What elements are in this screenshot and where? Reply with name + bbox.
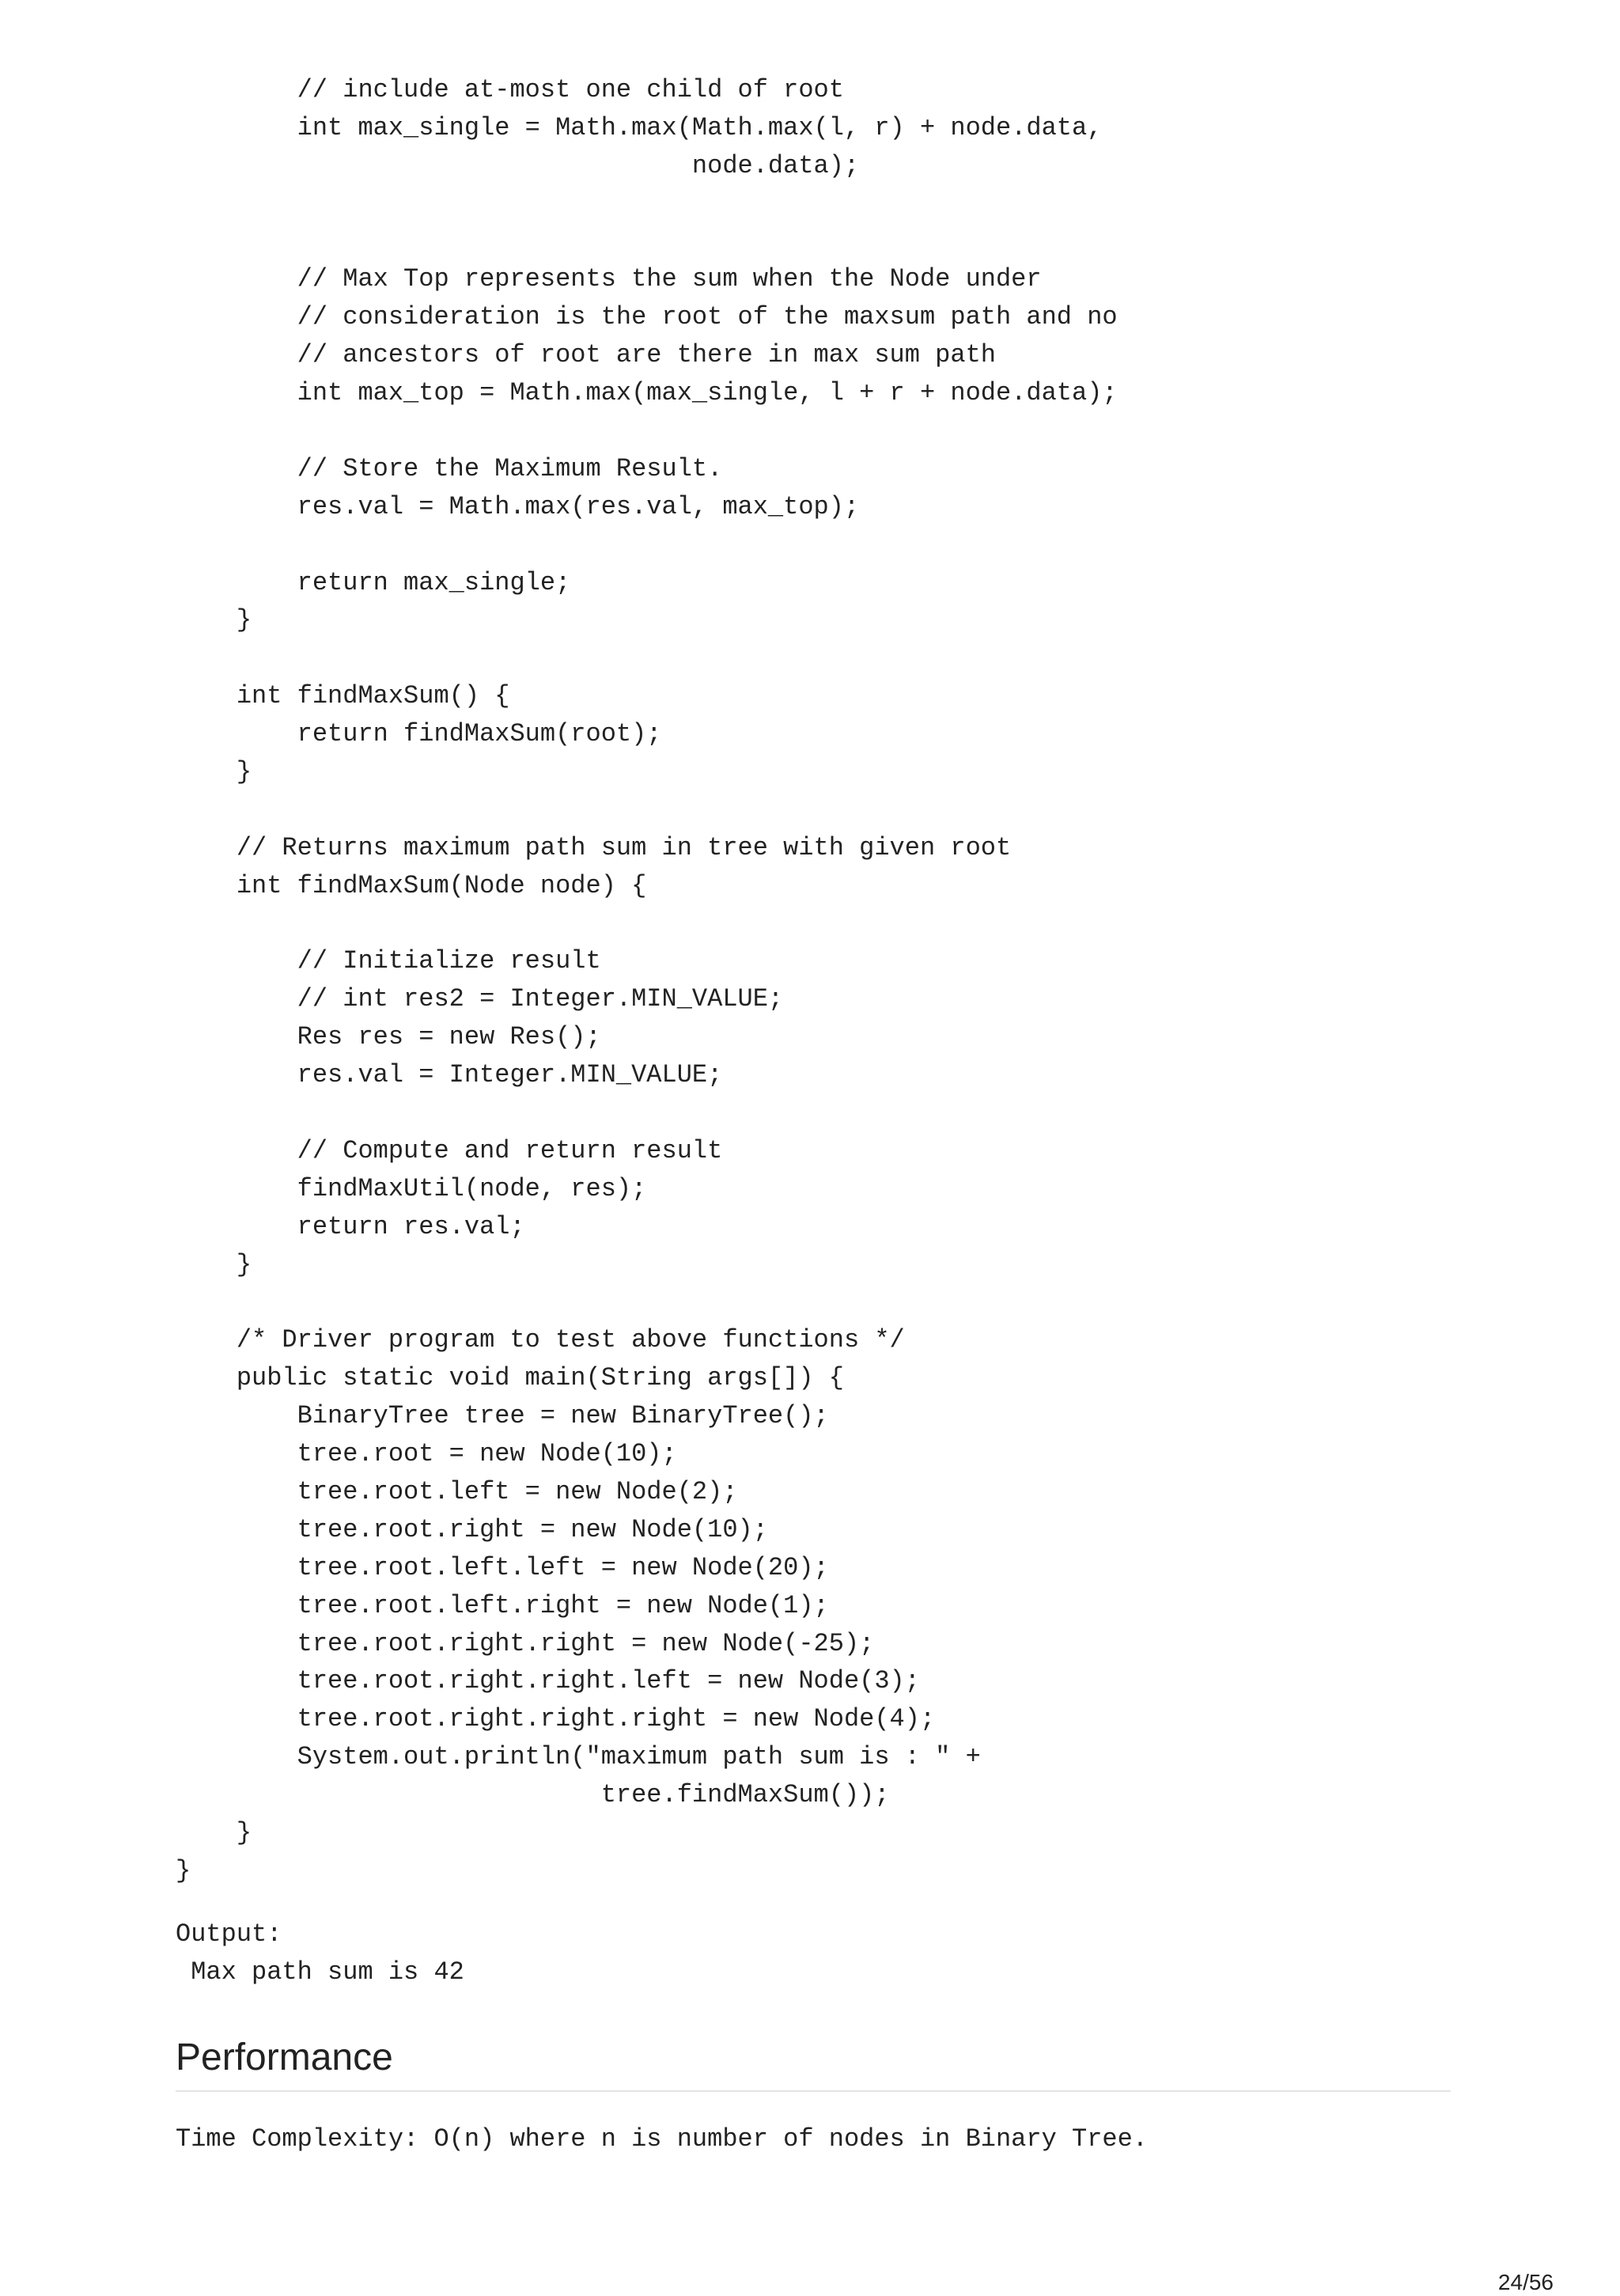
code-line: int max_top = Math.max(max_single, l + r + node.data);: [176, 378, 1118, 408]
output-block: [176, 1915, 464, 1991]
heading-divider: [176, 2090, 1451, 2092]
code-line: [176, 223, 1118, 261]
code-line: int findMaxSum() {: [176, 681, 510, 711]
code-line: return max_single;: [176, 567, 571, 597]
output-label: Output:: [176, 1919, 282, 1949]
code-line: [176, 1284, 1118, 1322]
code-line: tree.root.left.left = new Node(20);: [176, 1552, 829, 1582]
code-line: return findMaxSum(root);: [176, 719, 662, 749]
code-line: // Store the Maximum Result.: [176, 453, 723, 483]
code-line: [176, 639, 1118, 677]
code-line: tree.root = new Node(10);: [176, 1439, 677, 1469]
code-line: [176, 526, 1118, 564]
code-line: [176, 791, 1118, 829]
code-line: tree.root.right.right.left = new Node(3);: [176, 1666, 920, 1696]
code-block: [176, 71, 1118, 1890]
code-line: /* Driver program to test above functions */: [176, 1325, 905, 1355]
code-line: // consideration is the root of the maxsum path and no: [176, 302, 1118, 332]
code-line: int findMaxSum(Node node) {: [176, 870, 647, 900]
code-line: tree.root.right = new Node(10);: [176, 1514, 768, 1544]
code-line: tree.findMaxSum());: [176, 1780, 890, 1810]
page-number: 24/56: [1497, 2270, 1554, 2294]
code-line: }: [176, 1855, 191, 1885]
code-line: res.val = Math.max(res.val, max_top);: [176, 491, 860, 521]
time-complexity-text: Time Complexity: O(n) where n is number of nodes in Binary Tree.: [176, 2124, 1148, 2154]
code-line: node.data);: [176, 150, 860, 180]
code-line: tree.root.right.right = new Node(-25);: [176, 1628, 875, 1658]
code-line: // include at-most one child of root: [176, 75, 844, 104]
code-line: }: [176, 605, 252, 635]
code-line: public static void main(String args[]) {: [176, 1363, 844, 1393]
code-line: }: [176, 1249, 252, 1279]
code-line: res.val = Integer.MIN_VALUE;: [176, 1060, 723, 1090]
code-line: // Max Top represents the sum when the Node under: [176, 264, 1042, 294]
code-line: // Returns maximum path sum in tree with given root: [176, 832, 1012, 862]
code-line: [176, 905, 1118, 943]
code-line: tree.root.right.right.right = new Node(4);: [176, 1704, 936, 1734]
code-line: int max_single = Math.max(Math.max(l, r) + node.data,: [176, 112, 1103, 142]
code-line: return res.val;: [176, 1211, 525, 1241]
code-line: tree.root.left = new Node(2);: [176, 1476, 738, 1506]
code-line: findMaxUtil(node, res);: [176, 1173, 647, 1203]
code-line: // Compute and return result: [176, 1135, 723, 1165]
code-line: // int res2 = Integer.MIN_VALUE;: [176, 984, 784, 1014]
code-line: }: [176, 757, 252, 787]
code-line: }: [176, 1817, 252, 1847]
code-line: // Initialize result: [176, 946, 601, 976]
code-line: [176, 185, 1118, 223]
output-value: Max path sum is 42: [176, 1957, 464, 1987]
code-line: BinaryTree tree = new BinaryTree();: [176, 1401, 829, 1431]
code-line: Res res = new Res();: [176, 1022, 601, 1052]
code-line: // ancestors of root are there in max sum path: [176, 340, 996, 370]
code-line: System.out.println("maximum path sum is : " +: [176, 1742, 981, 1772]
code-line: [176, 412, 1118, 450]
performance-heading: Performance: [176, 2036, 393, 2078]
code-line: tree.root.left.right = new Node(1);: [176, 1590, 829, 1620]
code-line: [176, 1094, 1118, 1132]
